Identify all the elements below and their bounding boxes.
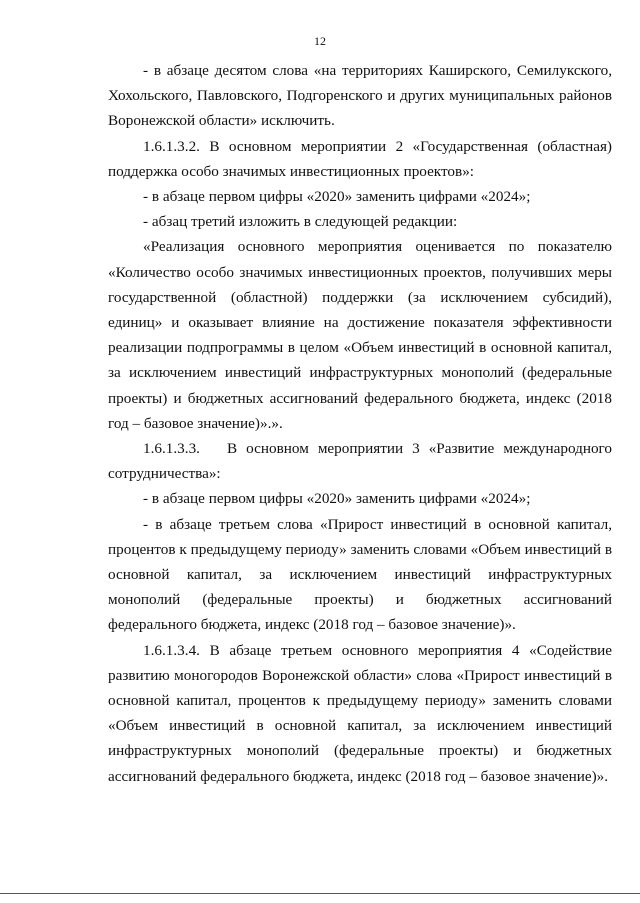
paragraph-item-1-6-1-3-2: 1.6.1.3.2. В основном мероприятии 2 «Государственная (областная) поддержка особо значимых инвестиционных проектов»: (108, 137, 612, 180)
paragraph-new-wording-intro: - абзац третий изложить в следующей редакции: (143, 213, 458, 231)
paragraph-item-1-6-1-3-3: 1.6.1.3.3. В основном мероприятии 3 «Развитие международного сотрудничества»: (108, 440, 616, 483)
document-body (108, 58, 616, 789)
paragraph-remove-districts: - в абзаце десятом слова «на территориях Каширского, Семилукского, Хохольского, Павловского, Подгоренского и других муниципальных районов Воронежской области» исключить. (108, 62, 612, 130)
paragraph-replace-indicator-1: - в абзаце третьем слова «Прирост инвестиций в основной капитал, процентов к предыдущему периоду» заменить словами «Объем инвестиций в основной капитал, за исключением инвестиций инфраструктурных монополий (федеральные проекты) и бюджетных ассигнований федерального бюджета, индекс (2018 год – базовое значение)». (108, 515, 612, 634)
paragraph-new-wording-text: «Реализация основного мероприятия оценивается по показателю «Количество особо значимых инвестиционных проектов, получивших меры государственной (областной) поддержки (за исключением субсидий), единиц» и оказывает влияние на достижение показателя эффективности реализации подпрограммы в целом «Объем инвестиций в основной капитал, за исключением инвестиций инфраструктурных монополий (федеральные проекты) и бюджетных ассигнований федерального бюджета, индекс (2018 год – базовое значение)».». (108, 238, 612, 432)
paragraph-replace-year-1: - в абзаце первом цифры «2020» заменить цифрами «2024»; (143, 188, 531, 206)
paragraph-replace-year-2: - в абзаце первом цифры «2020» заменить цифрами «2024»; (143, 490, 531, 508)
paragraph-item-1-6-1-3-4: 1.6.1.3.4. В абзаце третьем основного мероприятия 4 «Содействие развитию моногородов Воронежской области» слова «Прирост инвестиций в основной капитал, процентов к предыдущему периоду» заменить словами «Объем инвестиций в основной капитал, за исключением инвестиций инфраструктурных монополий (федеральные проекты) и бюджетных ассигнований федерального бюджета, индекс (2018 год – базовое значение)». (108, 641, 612, 785)
page-number: 12 (314, 34, 326, 48)
bottom-divider (0, 893, 640, 894)
